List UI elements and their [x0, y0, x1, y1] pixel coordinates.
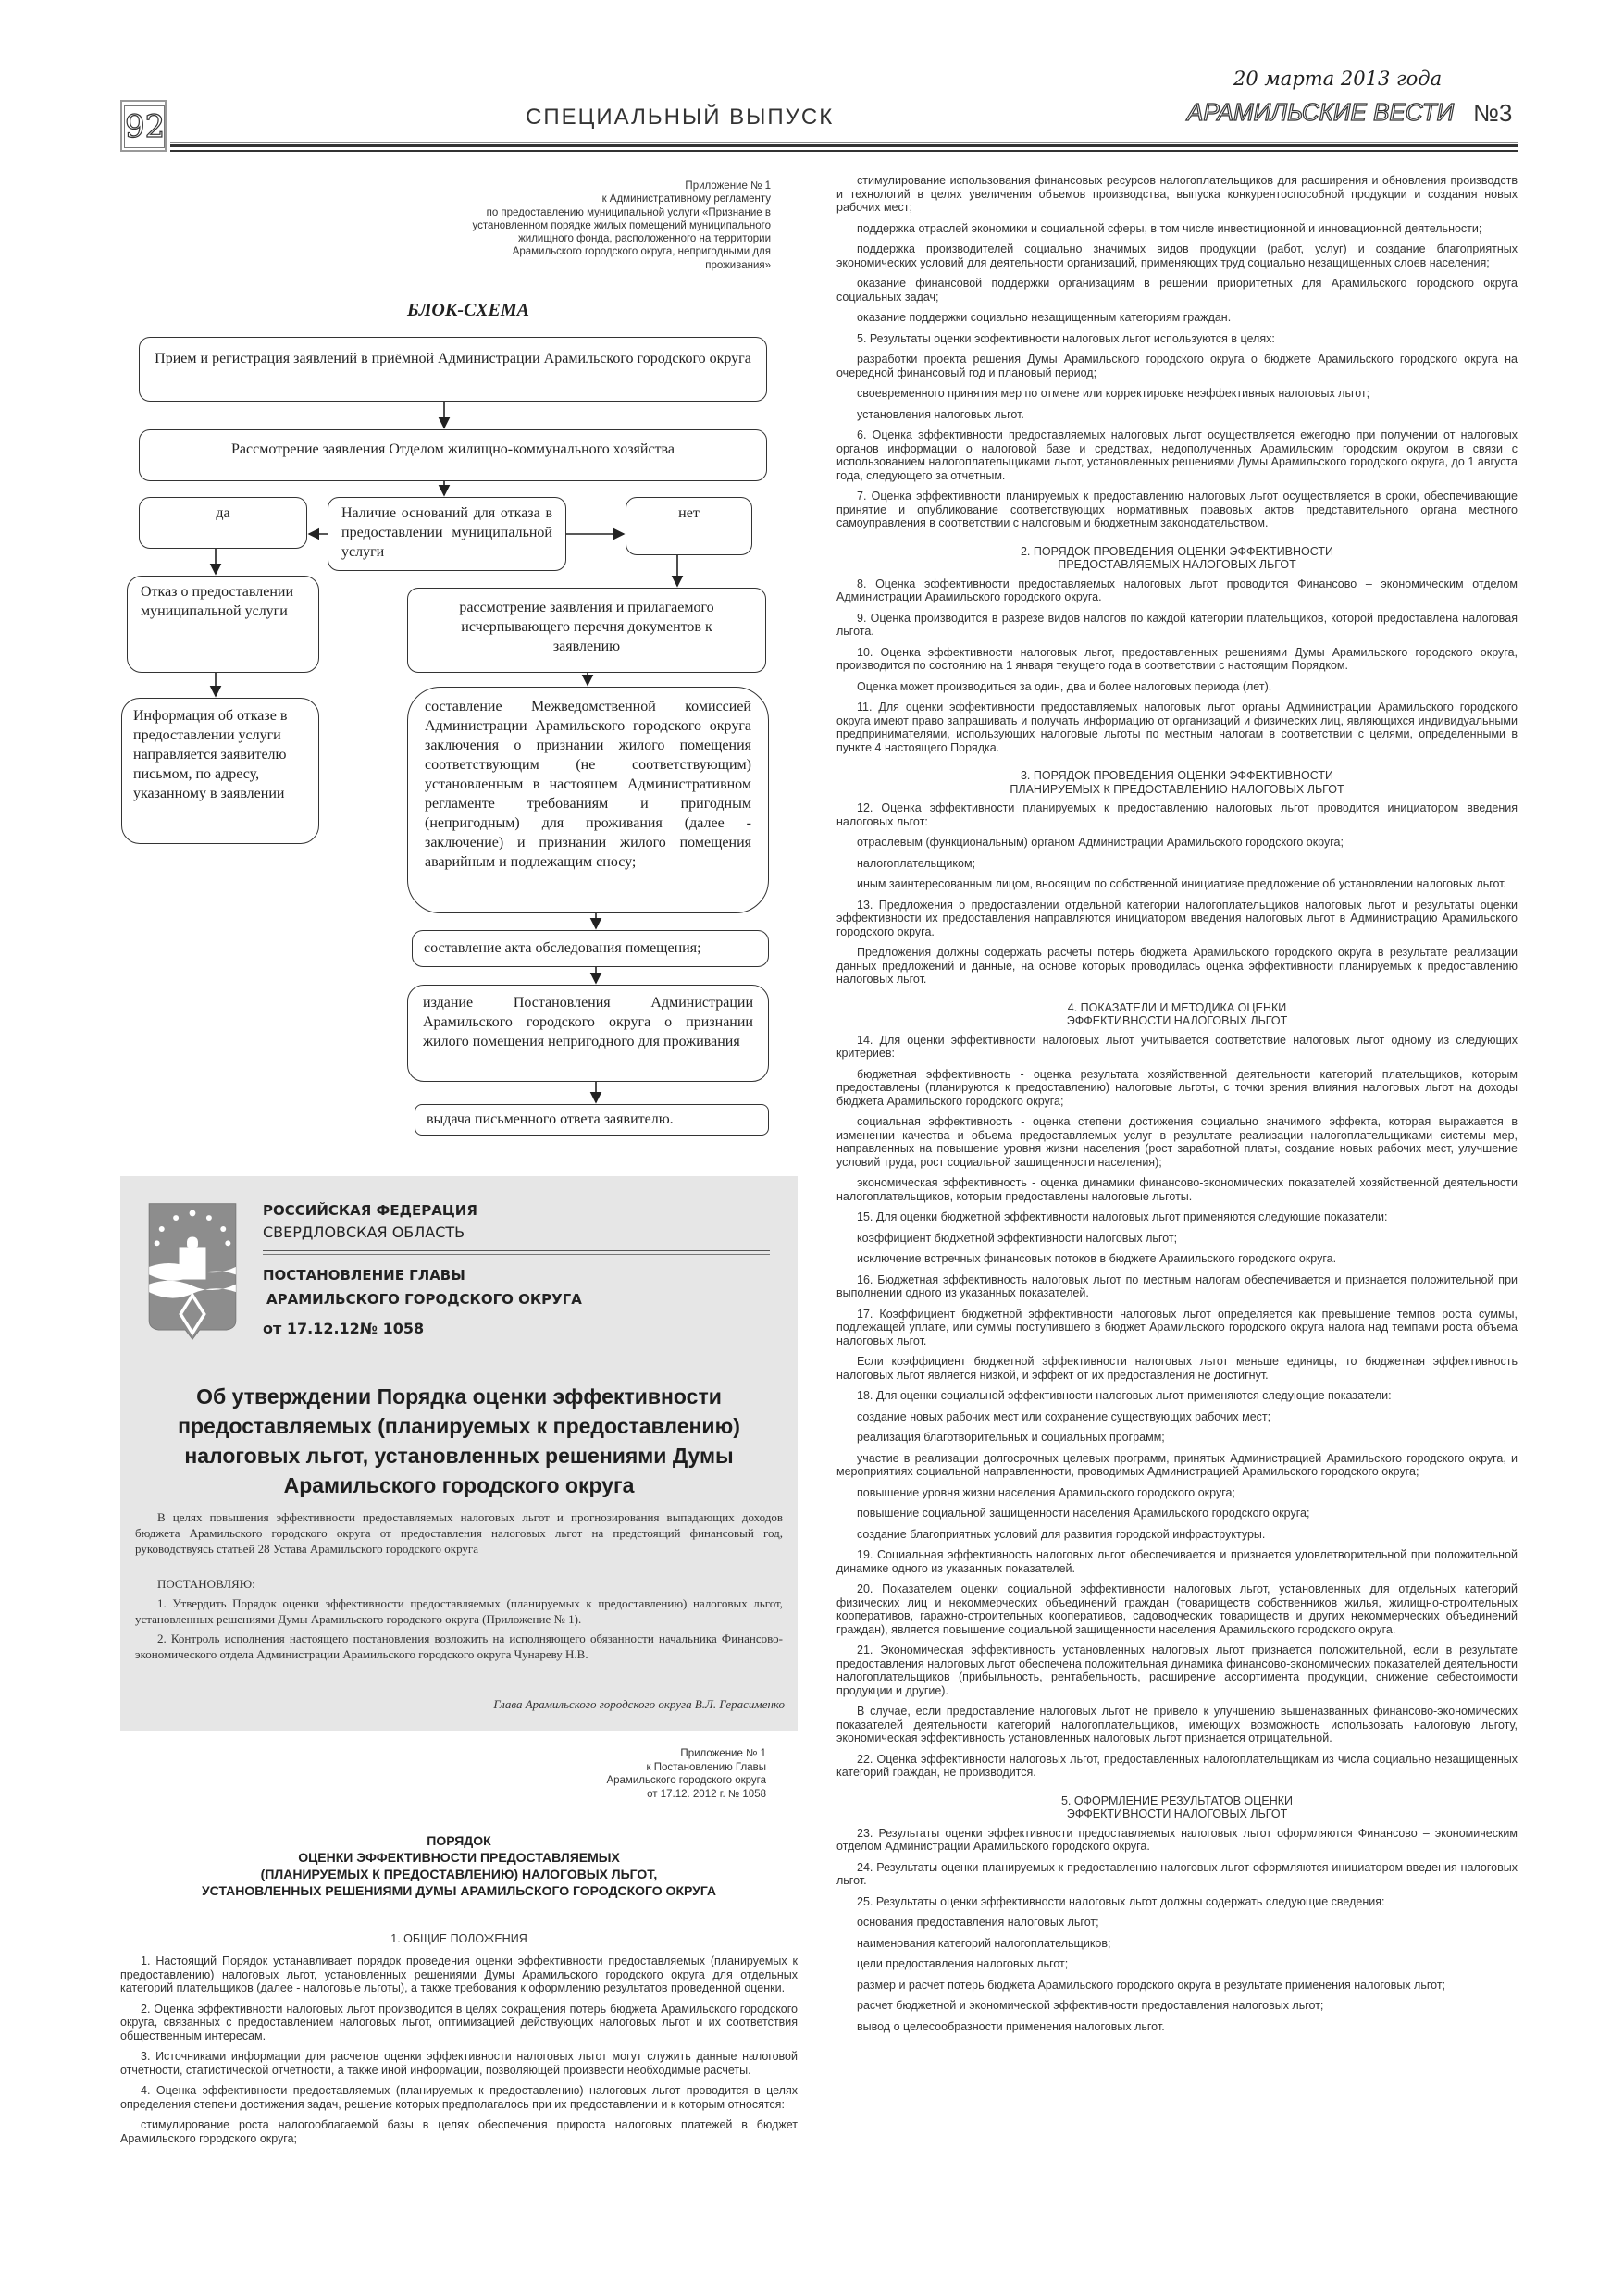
- paragraph: своевременного принятия мер по отмене или корректировке неэффективных налоговых льгот;: [857, 387, 1370, 400]
- page-number: 92: [124, 105, 165, 148]
- section-heading-line: 5. ОФОРМЛЕНИЕ РЕЗУЛЬТАТОВ ОЦЕНКИ: [1060, 1793, 1294, 1807]
- paragraph: 24. Результаты оценки планируемых к предоставлению налоговых льгот оформляются инициатором введения налоговых льгот.: [836, 1860, 1518, 1887]
- appendix-note-line: по предоставлению муниципальной услуги «Признание в: [486, 206, 771, 218]
- page-number-box: [120, 100, 167, 152]
- flow-box-answer: выдача письменного ответа заявителю.: [415, 1104, 769, 1136]
- paragraph: реализация благотворительных и социальных программ;: [857, 1431, 1165, 1444]
- header-rule: [170, 144, 1518, 147]
- section-heading-line: 3. ПОРЯДОК ПРОВЕДЕНИЯ ОЦЕНКИ ЭФФЕКТИВНОСТИ: [1020, 769, 1334, 782]
- paragraph: 10. Оценка эффективности налоговых льгот, предоставленных решениями Думы Арамильского городского округа, производится по состоянию на 1 января текущего года в соответствии с настоящим Порядком.: [836, 645, 1518, 672]
- right-section: [836, 174, 1518, 530]
- flow-box-commission: составление Межведомственной комиссией Администрации Арамильского городского округа заключения о признании жилого помещения соответствующим (не соответствующим) установленным в настоящем Административном регламенте требованиям и пригодным (непригодным) для проживания (далее - заключение) и признании жилого помещения аварийным и подлежащим сносу;: [407, 687, 769, 913]
- appendix-note-line: проживания»: [705, 259, 771, 271]
- decree-resolution: [135, 1576, 783, 1662]
- flow-box-review: Рассмотрение заявления Отделом жилищно-коммунального хозяйства: [139, 429, 767, 481]
- paragraph: 13. Предложения о предоставлении отдельной категории налогоплательщиков налоговых льгот и результаты оценки эффективности их предоставления направляются инициатором введения налоговых льгот в Администрацию Арамильского городского округа.: [836, 898, 1518, 938]
- appendix-note-line: установленном порядке жилых помещений муниципального: [472, 219, 771, 231]
- paragraph: налогоплательщиком;: [857, 856, 976, 870]
- right-section: [836, 769, 1518, 987]
- paragraph: повышение социальной защищенности населения Арамильского городского округа;: [857, 1507, 1310, 1520]
- decree-signature: Глава Арамильского городского округа В.Л. Герасименко: [493, 1697, 785, 1711]
- appendix-note-line: жилищного фонда, расположенного на территории: [518, 233, 771, 245]
- decree-item: 2. Контроль исполнения настоящего постановления возложить на исполняющего обязанности начальника Финансово-экономического отдела Администрации Арамильского городского округа Чунареву Н.В.: [135, 1632, 783, 1661]
- paragraph: цели предоставления налоговых льгот;: [857, 1957, 1069, 1970]
- flow-box-refusal: Отказ о предоставлении муниципальной услуги: [127, 576, 319, 673]
- paragraph: наименования категорий налогоплательщиков;: [857, 1936, 1111, 1950]
- paragraph: 11. Для оценки эффективности предоставляемых налоговых льгот органы Администрации Арамильского городского округа имеют право запрашивать и получать информацию от организаций и физических лиц, являющихся индивидуальными предпринимателями, использующих налоговые льготы по местным налогам в соответствии с целями, определенными в пункте 4 настоящего Порядка.: [836, 701, 1518, 754]
- paragraph: бюджетная эффективность - оценка результата хозяйственной деятельности категорий плательщиков, которым предоставлены (планируются к предоставлению) налоговые льготы, с точки зрения влияния налоговых льгот на доходы бюджета Арамильского городского округа;: [836, 1067, 1518, 1108]
- paragraph: 3. Источниками информации для расчетов оценки эффективности налоговых льгот могут служить данные налоговой отчетности, статистической отчетности, а также иной информации, позволяющей произвести необходимые расчеты.: [120, 2050, 798, 2077]
- paragraph: 21. Экономическая эффективность установленных налоговых льгот признается положительной, если в результате предоставления налоговых льгот обеспечена положительная динамика финансово-экономических показателей деятельности налогоплательщиков (прибыльность, рентабельность, расширение ассортимента продукции, снижение себестоимости продукции и другие).: [836, 1644, 1518, 1697]
- paragraph: 17. Коэффициент бюджетной эффективности налоговых льгот определяется как превышение темпов роста суммы, подлежащей уплате, или суммы поступившего в бюджет Арамильского городского округа налога над темпами роста объема налоговых льгот.: [836, 1307, 1518, 1347]
- paragraph: 12. Оценка эффективности планируемых к предоставлению налоговых льгот проводится инициатором введения налоговых льгот:: [836, 801, 1518, 828]
- header-rule: [170, 142, 1518, 143]
- order-appendix-line: Арамильского городского округа: [606, 1775, 766, 1786]
- decree-doc-type: ПОСТАНОВЛЕНИЕ ГЛАВЫ: [263, 1267, 465, 1284]
- decree-rule: [263, 1250, 770, 1255]
- header-rule: [170, 150, 1518, 152]
- section-heading: [836, 1794, 1518, 1821]
- right-section: [836, 1001, 1518, 1780]
- coat-of-arms-icon: [141, 1202, 244, 1341]
- order-title-line: ОЦЕНКИ ЭФФЕКТИВНОСТИ ПРЕДОСТАВЛЯЕМЫХ: [298, 1850, 620, 1865]
- paragraph: 19. Социальная эффективность налоговых льгот обеспечивается и признается удовлетворительной при положительной динамике одного из указанных показателей.: [836, 1548, 1518, 1575]
- flow-box-no: нет: [626, 497, 752, 555]
- right-section: [836, 1794, 1518, 2034]
- paragraph: установления налоговых льгот.: [857, 407, 1024, 421]
- paragraph: 23. Результаты оценки эффективности предоставляемых налоговых льгот оформляются Финансово – экономическим отделом Администрации Арамильского городского округа.: [836, 1826, 1518, 1853]
- paragraph: размер и расчет потерь бюджета Арамильского городского округа в результате применения налоговых льгот;: [857, 1978, 1446, 1992]
- flow-box-refusal-info: Информация об отказе в предоставлении услуги направляется заявителю письмом, по адресу, указанному в заявлении: [121, 698, 319, 844]
- paragraph: Предложения должны содержать расчеты потерь бюджета Арамильского городского округа в результате реализации данных предложений и данные, на основе которых проводилась оценка эффективности планируемых к предоставлению налоговых льгот.: [836, 946, 1518, 986]
- paragraph: 20. Показателем оценки социальной эффективности налоговых льгот, установленных для отдельных категорий физических лиц и некоммерческих объединений граждан (товариществ собственников жилья, жилищно-строительных кооперативов, гаражно-строительных кооперативов, садоводческих товариществ и других некоммерческих объединений граждан), является повышение социальной защищенности населения Арамильского городского округа.: [836, 1582, 1518, 1636]
- flow-box-decision: Наличие оснований для отказа в предоставлении муниципальной услуги: [328, 497, 566, 571]
- paragraph: 4. Оценка эффективности предоставляемых (планируемых к предоставлению) налоговых льгот проводится в целях определения степени достижения задач, решение которых предполагалось при их предоставлении и к которым относятся:: [120, 2084, 798, 2111]
- order-section-title: 1. ОБЩИЕ ПОЛОЖЕНИЯ: [390, 1932, 527, 1945]
- order-appendix-line: к Постановлению Главы: [646, 1761, 766, 1773]
- paragraph: разработки проекта решения Думы Арамильского городского округа о бюджете Арамильского городского округа на очередной финансовый год и плановый период;: [836, 353, 1518, 379]
- paragraph: оказание финансовой поддержки организациям в решении приоритетных для Арамильского городского округа социальных задач;: [836, 277, 1518, 304]
- paragraph: поддержка производителей социально значимых видов продукции (работ, услуг) и создание благоприятных экономических условий для деятельности организаций, применяющих труд социально незащищенных слоев населения;: [836, 242, 1518, 269]
- decree-block: [120, 1176, 798, 1731]
- order-title-line: (ПЛАНИРУЕМЫХ К ПРЕДОСТАВЛЕНИЮ) НАЛОГОВЫХ ЛЬГОТ,: [260, 1867, 658, 1881]
- flow-box-documents-review: рассмотрение заявления и прилагаемого исчерпывающего перечня документов к заявлению: [407, 588, 766, 673]
- paragraph: 16. Бюджетная эффективность налоговых льгот по местным налогам обеспечивается и признается положительной при выполнении одного из указанных показателей.: [836, 1272, 1518, 1299]
- paragraph: 18. Для оценки социальной эффективности налоговых льгот применяются следующие показатели:: [857, 1389, 1392, 1402]
- paragraph: 5. Результаты оценки эффективности налоговых льгот используются в целях:: [857, 331, 1275, 345]
- paragraph: стимулирование использования финансовых ресурсов налогоплательщиков для расширения и обновления производств и технологий в целях увеличения объемов производства, выпуска конкурентоспособной продукции и создания новых рабочих мест;: [836, 174, 1518, 214]
- section-heading-line: ПРЕДОСТАВЛЯЕМЫХ НАЛОГОВЫХ ЛЬГОТ: [1058, 558, 1296, 571]
- paragraph: 8. Оценка эффективности предоставляемых налоговых льгот проводится Финансово – экономическим отделом Администрации Арамильского городского округа.: [836, 577, 1518, 603]
- paragraph: коэффициент бюджетной эффективности налоговых льгот;: [857, 1231, 1178, 1245]
- paragraph: 15. Для оценки бюджетной эффективности налоговых льгот применяются следующие показатели:: [857, 1210, 1388, 1223]
- right-column: [836, 174, 1518, 2041]
- decree-item: 1. Утвердить Порядок оценки эффективности предоставляемых (планируемых к предоставлению) налоговых льгот, установленных решениями Думы Арамильского городского округа (Приложение № 1).: [135, 1596, 783, 1626]
- section-heading-line: ЭФФЕКТИВНОСТИ НАЛОГОВЫХ ЛЬГОТ: [1066, 1014, 1288, 1027]
- section-heading-line: ЭФФЕКТИВНОСТИ НАЛОГОВЫХ ЛЬГОТ: [1066, 1807, 1288, 1820]
- paragraph: 7. Оценка эффективности планируемых к предоставлению налоговых льгот осуществляется в сроки, обеспечивающие принятие и опубликование соответствующих нормативных правовых актов представительного органа местного самоуправления в соответствии с налоговым и бюджетным законодательством.: [836, 490, 1518, 529]
- appendix-note-line: к Административному регламенту: [601, 193, 771, 205]
- flow-box-yes: да: [139, 497, 307, 549]
- paragraph: 25. Результаты оценки эффективности налоговых льгот должны содержать следующие сведения:: [857, 1894, 1385, 1908]
- decree-date-number: от 17.12.12№ 1058: [263, 1320, 425, 1337]
- section-heading: [836, 1001, 1518, 1028]
- flow-box-resolution: издание Постановления Администрации Арамильского городского округа о признании жилого помещения непригодного для проживания: [407, 985, 769, 1082]
- section-heading: [836, 545, 1518, 572]
- paragraph: отраслевым (функциональным) органом Администрации Арамильского городского округа;: [857, 836, 1344, 849]
- section-heading-line: 2. ПОРЯДОК ПРОВЕДЕНИЯ ОЦЕНКИ ЭФФЕКТИВНОСТИ: [1020, 544, 1334, 558]
- paragraph: оказание поддержки социально незащищенным категориям граждан.: [857, 311, 1232, 324]
- flow-box-reception: Прием и регистрация заявлений в приёмной Администрации Арамильского городского округа: [139, 337, 767, 402]
- section-heading-line: ПЛАНИРУЕМЫХ К ПРЕДОСТАВЛЕНИЮ НАЛОГОВЫХ ЛЬГОТ: [1010, 782, 1344, 796]
- order-appendix-note: [606, 1747, 766, 1801]
- paragraph: Если коэффициент бюджетной эффективности налоговых льгот меньше единицы, то бюджетная эффективность налоговых льгот является низкой, и эффект от их предоставления не достигнут.: [836, 1355, 1518, 1382]
- paragraph: вывод о целесообразности применения налоговых льгот.: [857, 2019, 1165, 2033]
- right-section: [836, 545, 1518, 755]
- paragraph: 22. Оценка эффективности налоговых льгот, предоставленных налогоплательщикам из числа социально незащищенных категорий граждан, не производится.: [836, 1752, 1518, 1779]
- paragraph: социальная эффективность - оценка степени достижения социально значимого эффекта, которая выражается в изменении качества и объема предоставляемых услуг в результате реализации налогоплательщиками системы мер, направленных на повышение уровня жизни населения (рост заработной платы, создание новых рабочих мест, улучшение условий труда, рост социальной защищенности населения);: [836, 1115, 1518, 1169]
- paragraph: 1. Настоящий Порядок устанавливает порядок проведения оценки эффективности предоставляемых (планируемых к предоставлению) налоговых льгот, установленных решениями Думы Арамильского городского округа для отдельных категорий плательщиков (далее - налоговые льготы), а также требования к оформлению результатов проведенной оценки.: [120, 1955, 798, 1994]
- paragraph: исключение встречных финансовых потоков в бюджете Арамильского городского округа.: [857, 1252, 1337, 1265]
- decree-country: РОССИЙСКАЯ ФЕДЕРАЦИЯ: [263, 1202, 477, 1219]
- section-heading-line: 4. ПОКАЗАТЕЛИ И МЕТОДИКА ОЦЕНКИ: [1067, 1000, 1287, 1014]
- paragraph: 9. Оценка производится в разрезе видов налогов по каждой категории плательщиков, которой предоставлена налоговая льгота.: [836, 611, 1518, 638]
- paragraph: 14. Для оценки эффективности налоговых льгот учитывается соответствие налоговых льгот одному из следующих критериев:: [836, 1033, 1518, 1060]
- paragraph: В случае, если предоставление налоговых льгот не привело к улучшению вышеназванных финансово-экономических показателей деятельности категорий налогоплательщиков, имеющих возможность использовать налоговую льготу, экономическая эффективность установленных налоговых льгот признается отрицательной.: [836, 1705, 1518, 1744]
- paragraph: расчет бюджетной и экономической эффективности предоставления налоговых льгот;: [857, 1999, 1324, 2012]
- appendix-note-line: Арамильского городского округа, непригодными для: [512, 246, 771, 258]
- decree-preamble-text: В целях повышения эффективности предоставляемых налоговых льгот и прогнозирования выпадающих доходов бюджета Арамильского городского округа от предоставления налоговых льгот на предстоящий финансовый год, руководствуясь статьей 28 Устава Арамильского городского округа: [135, 1510, 783, 1556]
- order-appendix-line: от 17.12. 2012 г. № 1058: [647, 1788, 766, 1800]
- paragraph: поддержка отраслей экономики и социальной сферы, в том числе инвестиционной и инновационной деятельности;: [857, 221, 1482, 235]
- paragraph: создание новых рабочих мест или сохранение существующих рабочих мест;: [857, 1409, 1271, 1423]
- paragraph: участие в реализации долгосрочных целевых программ, принятых Администрацией Арамильского городского округа, и мероприятиях социальной направленности, проводимых Администрацией Арамильского городского округа;: [836, 1451, 1518, 1478]
- appendix-note-line: Приложение № 1: [685, 180, 771, 192]
- flowchart-title: БЛОК-СХЕМА: [407, 300, 529, 320]
- order-title-line: ПОРЯДОК: [427, 1833, 491, 1848]
- paragraph: экономическая эффективность - оценка динамики финансово-экономических показателей хозяйственной деятельности налогоплательщиков, которым предоставлены налоговые льготы.: [836, 1176, 1518, 1203]
- order-title: [120, 1832, 798, 1899]
- decree-preamble: [135, 1509, 783, 1557]
- issue-number: №3: [1473, 99, 1513, 127]
- decree-resolve-label: ПОСТАНОВЛЯЮ:: [157, 1577, 255, 1591]
- flow-box-inspection-act: составление акта обследования помещения;: [412, 930, 769, 967]
- order-appendix-line: Приложение № 1: [680, 1748, 766, 1759]
- paragraph: Оценка может производиться за один, два и более налоговых периода (лет).: [857, 679, 1272, 693]
- decree-title: Об утверждении Порядка оценки эффективности предоставляемых (планируемых к предоставлению) налоговых льгот, установленных решениями Думы Арамильского городского округа: [178, 1384, 740, 1497]
- section-heading: [836, 769, 1518, 796]
- appendix-note: [473, 180, 771, 272]
- newspaper-masthead: АРАМИЛЬСКИЕ ВЕСТИ: [1187, 98, 1455, 126]
- paragraph: иным заинтересованным лицом, вносящим по собственной инициативе предложение об установлении налоговых льгот.: [857, 877, 1506, 890]
- paragraph: основания предоставления налоговых льгот;: [857, 1916, 1099, 1929]
- paragraph: создание благоприятных условий для развития городской инфраструктуры.: [857, 1527, 1266, 1541]
- issue-date: 20 марта 2013 года: [1233, 68, 1443, 90]
- decree-doc-type-authority: АРАМИЛЬСКОГО ГОРОДСКОГО ОКРУГА: [266, 1291, 582, 1308]
- paragraph: повышение уровня жизни населения Арамильского городского округа;: [857, 1485, 1235, 1499]
- paragraph: 2. Оценка эффективности налоговых льгот производится в целях сокращения потерь бюджета Арамильского городского округа, связанных с предоставлением налоговых льгот, оптимизацией действующих налоговых льгот и их соответствия общественным интересам.: [120, 2002, 798, 2042]
- paragraph: 6. Оценка эффективности предоставляемых налоговых льгот осуществляется ежегодно при получении от налоговых органов информации о налоговой базе и средствах, недополученных Арамильским городским округом в связи с использованием налогоплательщиками льгот, установленных решениями Думы Арамильского городского округа, до 1 августа года, следующего за отчетным.: [836, 428, 1518, 482]
- order-body: [120, 1955, 798, 2153]
- paragraph: стимулирование роста налогооблагаемой базы в целях обеспечения прироста налоговых платежей в бюджет Арамильского городского округа;: [120, 2118, 798, 2145]
- section-title: СПЕЦИАЛЬНЫЙ ВЫПУСК: [526, 105, 835, 130]
- order-title-line: УСТАНОВЛЕННЫХ РЕШЕНИЯМИ ДУМЫ АРАМИЛЬСКОГО ГОРОДСКОГО ОКРУГА: [201, 1883, 717, 1898]
- decree-region: СВЕРДЛОВСКАЯ ОБЛАСТЬ: [263, 1223, 465, 1241]
